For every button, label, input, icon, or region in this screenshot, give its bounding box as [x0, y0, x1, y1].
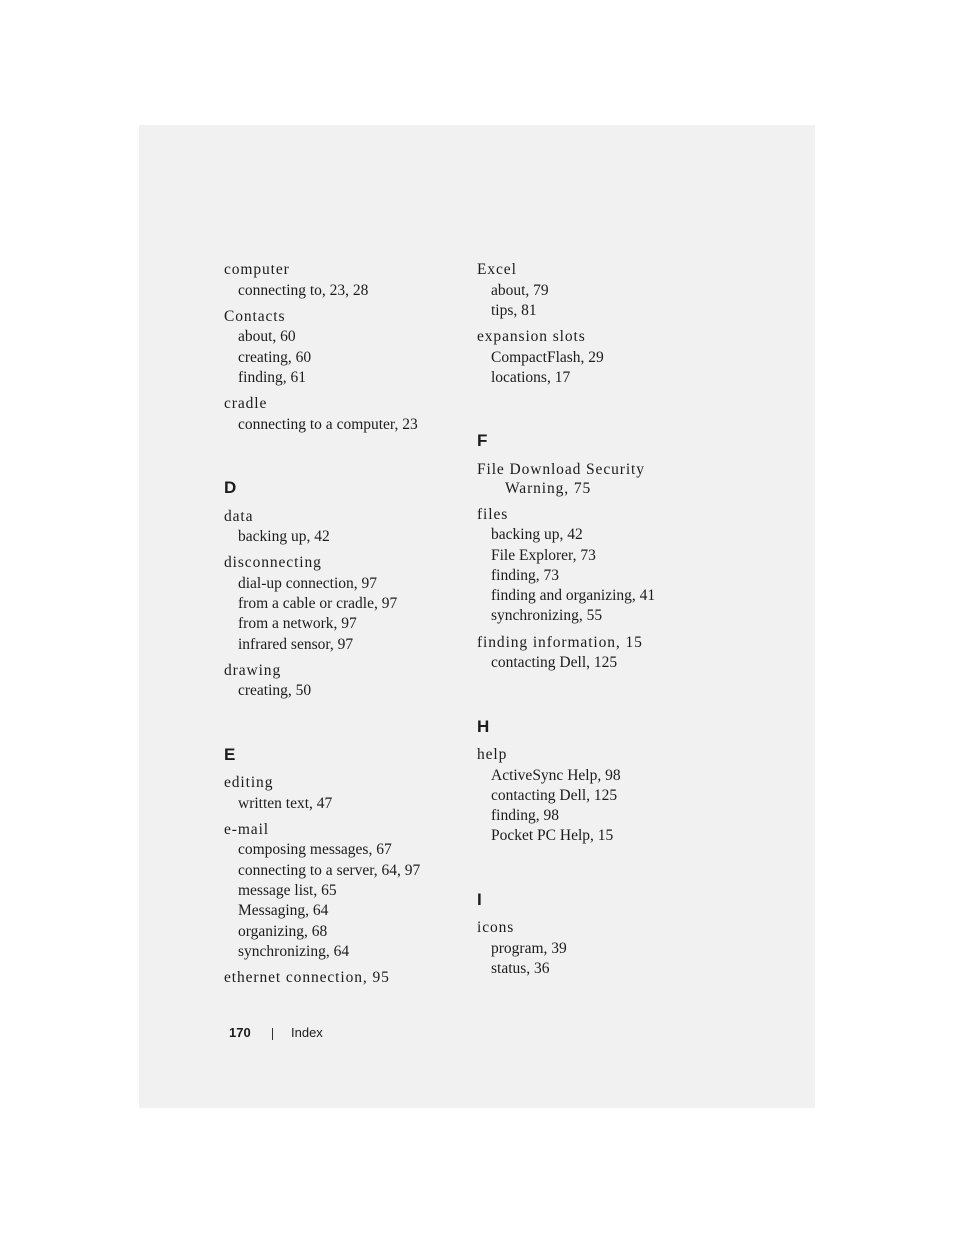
index-entry-expansion-slots: expansion slots	[477, 328, 586, 345]
index-subentry: backing up, 42	[491, 526, 583, 543]
index-subentry: dial-up connection, 97	[238, 575, 378, 592]
index-entry-email: e-mail	[224, 821, 269, 838]
index-subentry: contacting Dell, 125	[491, 654, 618, 671]
index-entry-finding-information: finding information, 15	[477, 634, 643, 651]
index-subentry: File Explorer, 73	[491, 547, 596, 564]
index-subentry: contacting Dell, 125	[491, 787, 618, 804]
footer-section-name: Index	[291, 1025, 323, 1040]
index-subentry: status, 36	[491, 960, 550, 977]
index-entry-help: help	[477, 746, 508, 763]
index-subentry: locations, 17	[491, 369, 571, 386]
index-subentry: composing messages, 67	[238, 841, 392, 858]
index-entry-drawing: drawing	[224, 662, 282, 679]
index-letter-heading-e: E	[224, 745, 236, 764]
footer-separator	[272, 1028, 273, 1040]
index-subentry: connecting to a server, 64, 97	[238, 862, 421, 879]
index-letter-heading-d: D	[224, 478, 237, 497]
index-subentry: message list, 65	[238, 882, 337, 899]
index-letter-heading-f: F	[477, 431, 488, 450]
index-entry-excel: Excel	[477, 261, 517, 278]
index-entry-ethernet: ethernet connection, 95	[224, 969, 390, 986]
index-entry-icons: icons	[477, 919, 515, 936]
index-subentry: synchronizing, 55	[491, 607, 603, 624]
index-subentry: finding and organizing, 41	[491, 587, 656, 604]
index-subentry: infrared sensor, 97	[238, 636, 354, 653]
index-entry-files: files	[477, 506, 509, 523]
index-subentry: from a network, 97	[238, 615, 357, 632]
index-entry-disconnecting: disconnecting	[224, 554, 322, 571]
index-subentry: about, 79	[491, 282, 549, 299]
index-entry-computer: computer	[224, 261, 290, 278]
index-subentry: finding, 98	[491, 807, 560, 824]
index-subentry: connecting to, 23, 28	[238, 282, 369, 299]
index-entry-contacts: Contacts	[224, 308, 286, 325]
index-subentry: CompactFlash, 29	[491, 349, 604, 366]
index-entry-data: data	[224, 508, 254, 525]
index-subentry: written text, 47	[238, 795, 333, 812]
index-subentry: creating, 60	[238, 349, 312, 366]
index-subentry: backing up, 42	[238, 528, 330, 545]
index-subentry: tips, 81	[491, 302, 537, 319]
index-subentry: ActiveSync Help, 98	[491, 767, 621, 784]
index-subentry: finding, 73	[491, 567, 560, 584]
index-subentry: synchronizing, 64	[238, 943, 350, 960]
index-subentry: finding, 61	[238, 369, 307, 386]
index-entry-cradle: cradle	[224, 395, 268, 412]
index-entry-continuation: Warning, 75	[505, 480, 592, 497]
index-subentry: about, 60	[238, 328, 296, 345]
index-letter-heading-h: H	[477, 717, 490, 736]
index-letter-heading-i: I	[477, 890, 482, 909]
index-entry-file-download: File Download Security	[477, 461, 645, 478]
index-subentry: creating, 50	[238, 682, 312, 699]
index-subentry: connecting to a computer, 23	[238, 416, 418, 433]
index-subentry: program, 39	[491, 940, 567, 957]
index-subentry: from a cable or cradle, 97	[238, 595, 398, 612]
page-number: 170	[229, 1025, 251, 1040]
index-subentry: Pocket PC Help, 15	[491, 827, 614, 844]
index-entry-editing: editing	[224, 774, 274, 791]
index-page	[139, 125, 815, 1108]
index-subentry: Messaging, 64	[238, 902, 329, 919]
index-subentry: organizing, 68	[238, 923, 328, 940]
